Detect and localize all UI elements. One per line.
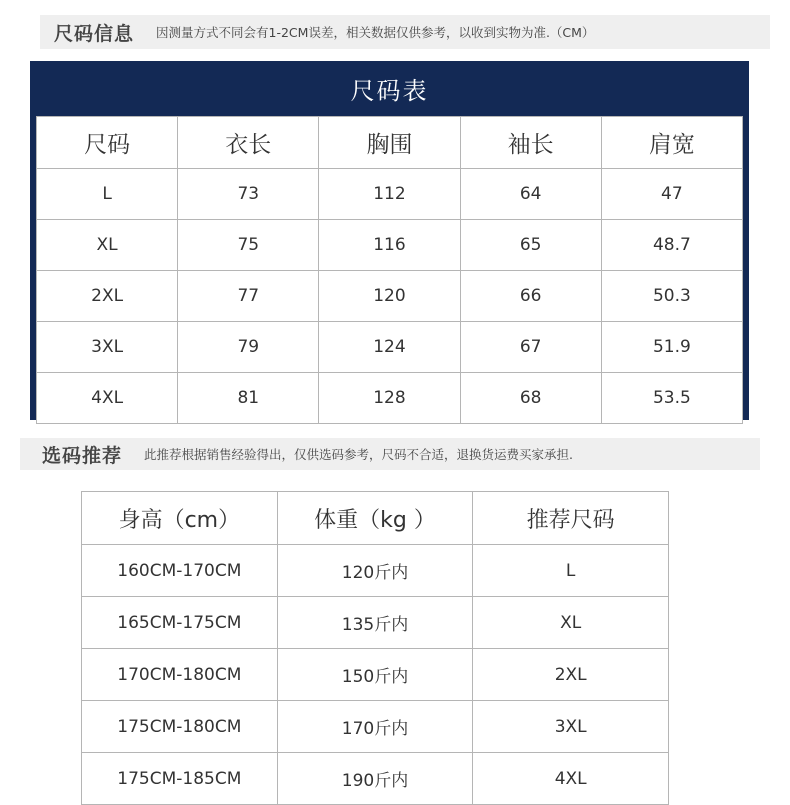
cell-shoulder: 47 <box>601 169 742 220</box>
recommend-title: 选码推荐 <box>42 444 123 467</box>
recommend-bar <box>20 438 760 470</box>
cell-chest: 116 <box>319 220 460 271</box>
table-row <box>82 545 669 597</box>
table-row <box>37 373 743 424</box>
cell-chest: 124 <box>319 322 460 373</box>
cell-weight: 170斤内 <box>277 701 473 753</box>
recommend-note: 此推荐根据销售经验得出，仅供选码参考，尺码不合适，退换货运费买家承担. <box>144 447 573 462</box>
cell-weight: 190斤内 <box>277 753 473 805</box>
table-row <box>82 649 669 701</box>
header-height: 身高（cm） <box>82 492 278 545</box>
cell-size: 3XL <box>37 322 178 373</box>
cell-size: 2XL <box>37 271 178 322</box>
cell-sleeve: 67 <box>460 322 601 373</box>
cell-chest: 128 <box>319 373 460 424</box>
cell-length: 77 <box>178 271 319 322</box>
cell-size: 4XL <box>37 373 178 424</box>
table-row <box>82 597 669 649</box>
cell-size: L <box>37 169 178 220</box>
cell-recommended-size: 2XL <box>473 649 669 701</box>
cell-recommended-size: XL <box>473 597 669 649</box>
size-info-title: 尺码信息 <box>54 22 135 45</box>
header-length: 衣长 <box>178 117 319 169</box>
size-info-bar <box>40 15 770 49</box>
table-row <box>37 220 743 271</box>
cell-weight: 120斤内 <box>277 545 473 597</box>
table-row <box>82 701 669 753</box>
recommend-table <box>81 491 669 805</box>
cell-length: 81 <box>178 373 319 424</box>
table-row <box>37 271 743 322</box>
size-info-note: 因测量方式不同会有1-2CM误差，相关数据仅供参考，以收到实物为准.（CM） <box>156 25 595 40</box>
table-row <box>37 322 743 373</box>
cell-recommended-size: L <box>473 545 669 597</box>
cell-recommended-size: 4XL <box>473 753 669 805</box>
recommend-header-row <box>82 492 669 545</box>
table-row <box>82 753 669 805</box>
cell-chest: 112 <box>319 169 460 220</box>
header-size: 尺码 <box>37 117 178 169</box>
cell-sleeve: 64 <box>460 169 601 220</box>
cell-height: 160CM-170CM <box>82 545 278 597</box>
header-weight: 体重（kg ） <box>277 492 473 545</box>
size-table-header-row <box>37 117 743 169</box>
header-recommended-size: 推荐尺码 <box>473 492 669 545</box>
cell-weight: 150斤内 <box>277 649 473 701</box>
cell-height: 170CM-180CM <box>82 649 278 701</box>
cell-length: 73 <box>178 169 319 220</box>
header-sleeve: 袖长 <box>460 117 601 169</box>
cell-size: XL <box>37 220 178 271</box>
cell-shoulder: 50.3 <box>601 271 742 322</box>
cell-length: 75 <box>178 220 319 271</box>
table-row <box>37 169 743 220</box>
cell-height: 175CM-185CM <box>82 753 278 805</box>
cell-chest: 120 <box>319 271 460 322</box>
cell-height: 165CM-175CM <box>82 597 278 649</box>
cell-shoulder: 51.9 <box>601 322 742 373</box>
cell-sleeve: 65 <box>460 220 601 271</box>
cell-shoulder: 48.7 <box>601 220 742 271</box>
cell-sleeve: 68 <box>460 373 601 424</box>
size-table-title: 尺码表 <box>350 77 429 105</box>
cell-recommended-size: 3XL <box>473 701 669 753</box>
cell-sleeve: 66 <box>460 271 601 322</box>
size-table <box>36 116 743 424</box>
cell-shoulder: 53.5 <box>601 373 742 424</box>
size-table-panel <box>30 61 749 420</box>
cell-weight: 135斤内 <box>277 597 473 649</box>
cell-height: 175CM-180CM <box>82 701 278 753</box>
cell-length: 79 <box>178 322 319 373</box>
header-shoulder: 肩宽 <box>601 117 742 169</box>
header-chest: 胸围 <box>319 117 460 169</box>
